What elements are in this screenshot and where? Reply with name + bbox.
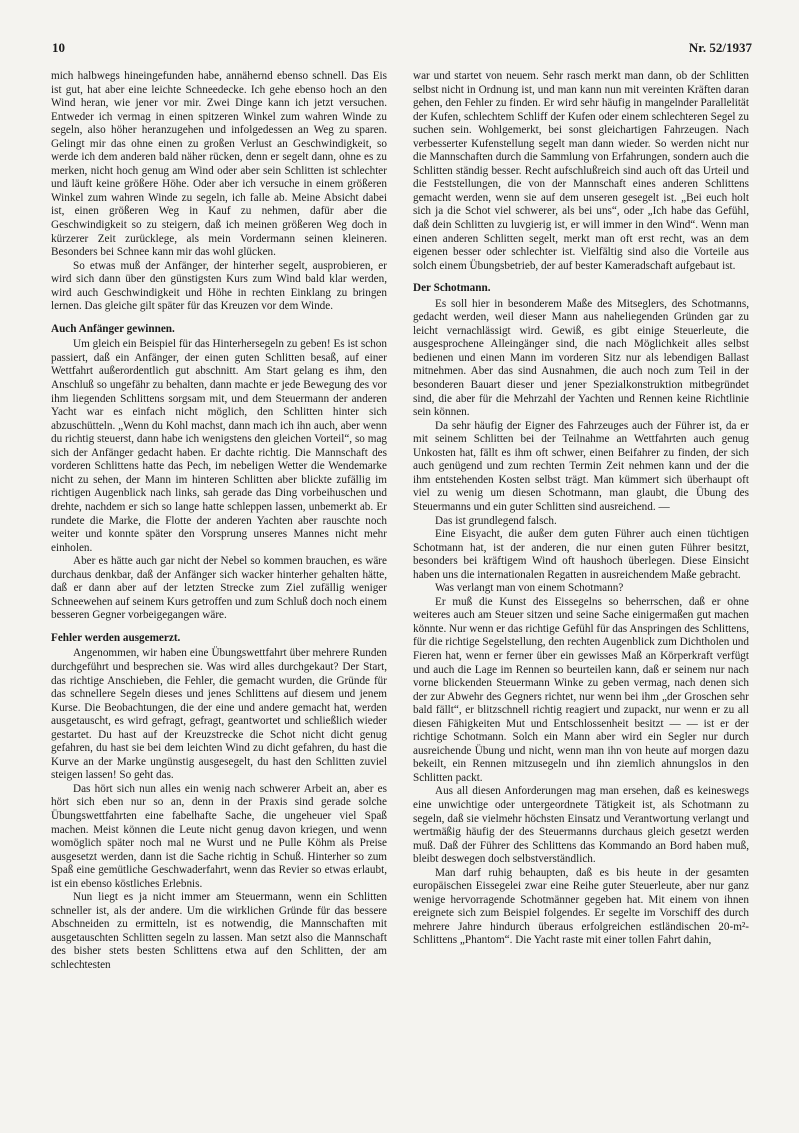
paragraph: Da sehr häufig der Eigner des Fahrzeuges auch der Führer ist, da er mit seinem Schlitten bei der Teilnahme an Wettfahrten auch genug Unkosten hat, fällt es ihm oft schwer, einen Beifahrer zu finden, der sich auch genügend und zum rechten Termin Zeit nehmen kann und der die ihm entstehenden Kosten selbst trägt. Man kümmert sich überhaupt oft viel zu wenig um diesen Schotmann, man glaubt, die Übung des Steuermanns und ein guter Schlitten sind ausreichend. — [413, 419, 749, 513]
paragraph: So etwas muß der Anfänger, der hinterher segelt, ausprobieren, er wird sich dann über den günstigsten Kurs zum Wind bald klar werden, wird auch Geschwindigkeit und Höhe in rechten Einklang zu bringen lernen. Das gleiche gilt später für das Kreuzen vor dem Winde. [51, 259, 387, 313]
paragraph: Das ist grundlegend falsch. [435, 514, 557, 527]
section-heading: Der Schotmann. [413, 282, 491, 295]
page-number: 10 [52, 40, 65, 55]
paragraph: Aus all diesen Anforderungen mag man ersehen, daß es keineswegs eine unwichtige oder untergeordnete Tätigkeit ist, als Schotmann zu segeln, daß sie vielmehr höchsten Einsatz und Verantwortung verlangt und wertmäßig häufig der des Steuermanns durchaus gleich gesetzt werden muß. Daß der Führer des Schlittens das Kommando an Bord haben muß, bleibt deswegen doch selbstverständlich. [413, 785, 749, 866]
paragraph: war und startet von neuem. Sehr rasch merkt man dann, ob der Schlitten selbst nicht in Ordnung ist, und man kann nun mit vereinten Kräften daran gehen, den Fehler zu finden. Er wird sehr häufig in mangelnder Parallelität der Kufen, schlechtem Schliff der Kufen oder einem schlechteren Segel zu suchen sein. Wohlgemerkt, bei sonst gleichartigen Fahrzeugen. Nach verbesserter Kufenstellung segelt man dann wieder. So werden nicht nur die Mannschaften durch die Sammlung von Erfahrungen, sondern auch die Schlitten ständig besser. Recht aufschlußreich sind auch oft das Urteil und die Feststellungen, die von der Mannschaft eines anderen Schlittens gemacht werden, wenn sie auf dem unseren gesegelt ist. „Bei euch holt sich ja die Schot viel schwerer, als bei uns“, oder „Ich habe das Gefühl, daß dein Schlitten zu luvgierig ist, er will immer in den Wind“. Wenn man einen anderen Schlitten segelt, merkt man oft erst recht, was an dem eigenen besser oder schlechter ist. Vielfältig sind also die Vorteile aus solch einem Übungsbetrieb, der auf bester Kameradschaft aufgebaut ist. [413, 70, 749, 272]
right-column [413, 70, 749, 948]
issue-number: Nr. 52/1937 [688, 40, 752, 55]
paragraph: mich halbwegs hineingefunden habe, annähernd ebenso schnell. Das Eis ist gut, hat aber eine leichte Schneedecke. Ich gehe ebenso hoch an den Wind heran, wie jener vor mir. Zwei Dinge kann ich jetzt versuchen. Entweder ich vermag in einen spitzeren Winkel zum wahren Winde zu segeln, also höher heranzugehen und infolgedessen an Weg zu sparen. Gelingt mir das ohne einen zu großen Verlust an Geschwindigkeit, so werde ich dem anderen bald näher rücken, denn er segelt dann, ohne es zu merken, nicht hoch genug am Wind oder aber sein Schlitten ist schlechter und läuft keine größere Höhe. Oder aber ich versuche in einem größeren Winkel zum wahren Winde zu segeln, ich falle ab. Meine Absicht dabei ist, einen größeren Weg in Kauf zu nehmen, dafür aber die Geschwindigkeit so zu steigern, daß ich meinen größeren Weg doch in kürzerer Zeit zurücklege, als mein Vordermann seinen kleineren. Besonders bei Schnee kann mir das wohl glücken. [51, 70, 387, 259]
paragraph: Eine Eisyacht, die außer dem guten Führer auch einen tüchtigen Schotmann hat, ist der anderen, die nur einen guten Führer besitzt, besonders bei kräftigem Wind oft haushoch überlegen. Diese Einsicht haben uns die internationalen Regatten in ausreichendem Maße gebracht. [413, 528, 749, 581]
section-heading: Auch Anfänger gewinnen. [51, 322, 175, 335]
paragraph: Was verlangt man von einem Schotmann? [435, 582, 624, 595]
paragraph: Nun liegt es ja nicht immer am Steuermann, wenn ein Schlitten schneller ist, als der andere. Um die wirklichen Gründe für das bessere Abschneiden zu ermitteln, ist es notwendig, die Mannschaften mit ausgetauschten Schlitten segeln zu lassen. Man setzt also die Mannschaft des bisher stets besten Schlittens etwa auf den Schlitten, der am schlechtesten [51, 891, 387, 971]
paragraph: Er muß die Kunst des Eissegelns so beherrschen, daß er ohne weiteres auch am Steuer sitzen und seine Sache einigermaßen gut machen könnte. Nur wenn er das richtige Gefühl für das Anspringen des Schlittens, für die richtige Segelstellung, den rechten Augenblick zum Dichtholen und Fieren hat, wenn er ferner über ein gewisses Maß an Körperkraft verfügt und auch die Lage im Rennen so beurteilen kann, daß er seinem nur nach vorne blickenden Steuermann Winke zu geben vermag, nach denen sich der zur Abwehr des Gegners richtet, nur wenn bei ihm „der Groschen sehr bald fällt“, er blitzschnell richtig reagiert und zupackt, nur wenn er zu all diesen Fähigkeiten Mut und Entschlossenheit besitzt — — ist er der richtige Schotmann. Solch ein Mann aber wird ein Segler nur durch ausreichende Übung und nicht, wenn man ihn von heute auf morgen dazu bekeilt, ein Rennen mitzusegeln und ihn ziemlich ahnungslos in den Schlitten packt. [413, 595, 749, 784]
paragraph: Aber es hätte auch gar nicht der Nebel so kommen brauchen, es wäre durchaus denkbar, daß der Anfänger sich wacker hinterher gehalten hätte, daß er dann aber auf der letzten Strecke zum Ziel zufällig weniger Schneewehen auf seinem Kurs getroffen und zum Schluß doch noch einem besseren Gegner vorbeigegangen wäre. [51, 555, 387, 622]
paragraph: Angenommen, wir haben eine Übungswettfahrt über mehrere Runden durchgeführt und besprechen sie. Was wird alles durchgekaut? Der Start, das richtige Anschieben, die Fehler, die gemacht wurden, die Gründe für das schnellere Segeln dieses und jenes Schlittens auf diesem und jenem Kurse. Die Beobachtungen, die der eine und andere gemacht hat, werden ausgetauscht, es wird gefragt, gefragt, geantwortet und schließlich wieder gestartet. Du hast auf der Kreuzstrecke die Schot nicht dicht genug gefahren, du hast sie bei dem leichten Wind zu dicht gefahren, du hast die Kurve an der Marke ungünstig ausgesegelt, du hast den Schlitten zuviel steigen lassen! So geht das. [51, 647, 387, 782]
paragraph: Es soll hier in besonderem Maße des Mitseglers, des Schotmanns, gedacht werden, weil dieser Mann aus naheliegenden Gründen gar zu leicht vernachlässigt wird. Gewiß, es gibt einige Steuerleute, die ausgesprochene Alleingänger sind, die nach Möglichkeit alles selbst bedienen und einen Mann im vorderen Sitz nur als lebendigen Ballast mitnehmen. Aber das sind Ausnahmen, die auch noch zum Teil in der besonderen Bauart dieser und jener Spezialkonstruktion mitbegründet sind, die aber für die Mehrzahl der Yachten und Rennen keine Richtlinie sein können. [413, 297, 749, 419]
paragraph: Um gleich ein Beispiel für das Hinterhersegeln zu geben! Es ist schon passiert, daß ein Anfänger, der einen guten Schlitten besaß, auf einer Wettfahrt außerordentlich gut abschnitt. Am Start gelang es ihm, den Anschluß so ungefähr zu behalten, dann machte er jede Bewegung des vor ihm liegenden Schlittens sorgsam mit, und dem Steuermann der anderen Yacht war es einfach nicht möglich, den Schlitten hinter sich abzuschütteln. „Wenn du Kohl machst, dann mach ich ihn auch, aber wenn du richtig steuerst, dann habe ich wenigstens den gleichen Vorteil“, so mag sich der Anfänger gedacht haben. Er dachte richtig. Die Mannschaft des vorderen Schlittens hatte das Pech, im nebeligen Wetter die Wendemarke nicht zu sehen, der Mann im hinteren Schlitten aber blickte zufällig im richtigen Augenblick nach links, sah gerade das Ding vorbeihuschen und drehte, nachdem er sich so lange hatte schleppen lassen, unbemerkt ab. Er rundete die Marke, die Flotte der anderen Yachten aber rauschte noch weiter und konnte später den Vorsprung unseres Mannes nicht mehr einholen. [51, 338, 387, 554]
paragraph: Das hört sich nun alles ein wenig nach schwerer Arbeit an, aber es hört sich eben nur so an, denn in der Praxis sind gerade solche Übungswettfahrten eine fabelhafte Sache, die ungeheuer viel Spaß machen. Meist können die Leute nicht genug davon kriegen, und wenn womöglich später noch mal ne Wurst und ne Pulle Köhm als Preise ausgesetzt werden, dann ist die Sache richtig in Schuß. Hinterher so zum Spaß eine gemütliche Geschwaderfahrt, wenn das Revier so etwas erlaubt, ist ein ebenso köstliches Erlebnis. [51, 782, 387, 890]
paragraph: Man darf ruhig behaupten, daß es bis heute in der gesamten europäischen Eissegelei zwar eine Reihe guter Steuerleute, aber nur ganz wenige hervorragende Schotmänner gegeben hat. Mit einem von ihnen ereignete sich zum Beispiel folgendes. Er segelte im Vorschiff des durch mehrere Jahre hindurch überaus erfolgreichen estländischen 20-m²-Schlittens „Phantom“. Die Yacht raste mit einer tollen Fahrt dahin, [413, 866, 749, 947]
section-heading: Fehler werden ausgemerzt. [51, 631, 181, 644]
left-column [51, 70, 387, 973]
